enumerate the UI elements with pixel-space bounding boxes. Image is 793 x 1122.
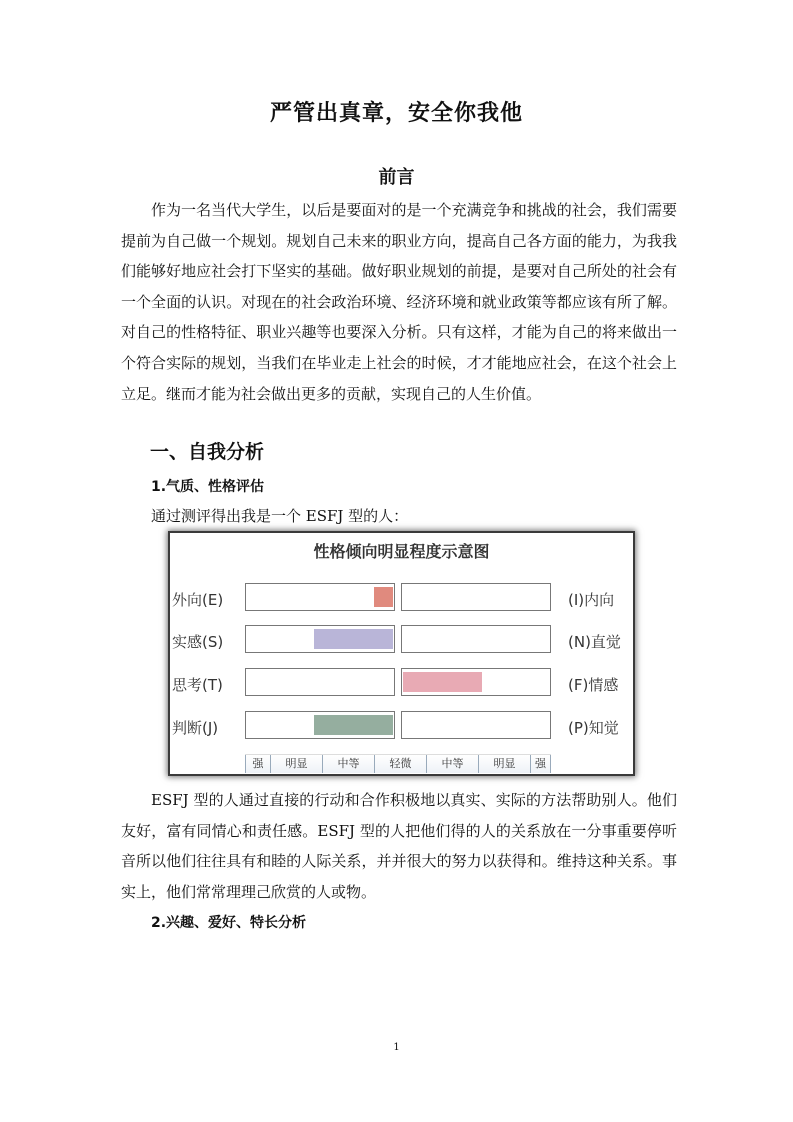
preface-paragraph: 作为一名当代大学生，以后是要面对的是一个充满竞争和挑战的社会，我们需要提前为自己做一个规划。规划自己未来的职业方向，提高自己各方面的能力，为我我们能够好地应社会打下坚实的基础。做好职业规划的前提，是要对自己所处的社会有一个全面的认识。对现在的社会政治环境、经济环境和就业政策等都应该有所了解。对自己的性格特征、职业兴趣等也要深入分析。只有这样，才能为自己的将来做出一个符合实际的规划，当我们在毕业走上社会的时候，才才能地应社会，在这个社会上立足。继而才能为社会做出更多的贡献，实现自己的人生价值。 [121,201,677,403]
chart-scale-axis [245,754,551,773]
document-title: 严管出真章，安全你我他 [269,101,523,126]
bar-j-p [314,715,393,735]
chart-title: 性格倾向明显程度示意图 [313,542,490,561]
bar-s-n [314,629,393,649]
preface-heading: 前言 [378,167,415,188]
scale-label: 明显 [478,755,530,773]
bar-box-right-jp [401,711,551,739]
chart-left-label: 实感(S) [172,633,224,651]
scale-label: 强 [530,755,551,773]
subsection-heading-temperament: 1.气质、性格评估 [151,479,265,495]
bar-box-right-sn [401,625,551,653]
personality-chart [170,533,633,774]
bar-t-f [403,672,482,692]
scale-label: 强 [245,755,270,773]
scale-label: 轻微 [374,755,426,773]
assessment-line: 通过测评得出我是一个 ESFJ 型的人： [151,507,409,525]
chart-left-label: 外向(E) [172,591,224,609]
bar-box-right-ei [401,583,551,611]
bar-box-left-ei [245,583,395,611]
scale-label: 中等 [322,755,374,773]
chart-right-label: (I)内向 [568,591,615,609]
esfj-paragraph: ESFJ 型的人通过直接的行动和合作积极地以真实、实际的方法帮助别人。他们友好，富有同情心和责任感。ESFJ 型的人把他们得的人的关系放在一分事重要停听音所以他们往往具有和睦的人际关系，并并很大的努力以获得和。维持这种关系。事实上，他们常常理理己欣赏的人或物。 [121,791,677,901]
page-number: 1 [393,1042,400,1053]
section-heading-self-analysis: 一、自我分析 [150,441,265,463]
chart-left-label: 思考(T) [172,676,223,694]
chart-right-label: (P)知觉 [568,719,619,737]
chart-right-label: (N)直觉 [568,633,621,651]
bar-e-i [374,587,393,607]
chart-right-label: (F)情感 [568,676,619,694]
bar-box-left-tf [245,668,395,696]
chart-left-label: 判断(J) [172,719,219,737]
scale-label: 明显 [270,755,322,773]
subsection-heading-interests: 2.兴趣、爱好、特长分析 [151,915,307,931]
scale-label: 中等 [426,755,478,773]
